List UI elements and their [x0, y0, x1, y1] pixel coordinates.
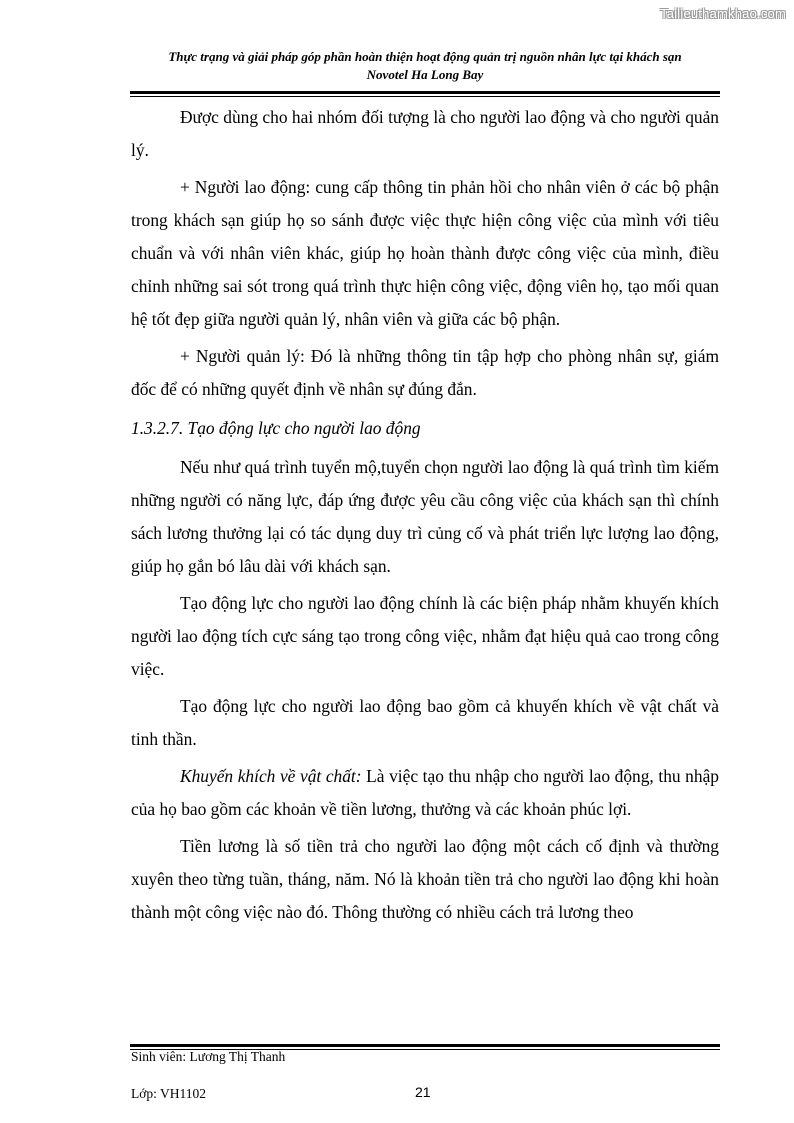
paragraph-5: Tạo động lực cho người lao động chính là các biện pháp nhằm khuyến khích người lao động tích cực sáng tạo trong công việc, nhằm đạt hiệu quả cao trong công việc. [131, 593, 719, 679]
section-heading: 1.3.2.7. Tạo động lực cho người lao động [131, 418, 421, 438]
page-number: 21 [415, 1084, 431, 1100]
paragraph-7-lead: Khuyến khích về vật chất: [180, 766, 362, 786]
paragraph-4: Nếu như quá trình tuyển mộ,tuyển chọn người lao động là quá trình tìm kiếm những người có năng lực, đáp ứng được yêu cầu công việc của khách sạn thì chính sách lương thưởng lại có tác dụng duy trì củng cố và phát triển lực lượng lao động, giúp họ gắn bó lâu dài với khách sạn. [131, 457, 719, 576]
header-rule [130, 91, 720, 97]
header-line-2: Novotel Ha Long Bay [366, 67, 484, 82]
page-content [131, 101, 719, 933]
watermark: Tailieuthamkhao.com [660, 6, 786, 21]
paragraph-8: Tiền lương là số tiền trả cho người lao động một cách cố định và thường xuyên theo từng tuần, tháng, năm. Nó là khoản tiền trả cho người lao động khi hoàn thành một công việc nào đó. Thông thường có nhiều cách trả lương theo [131, 836, 719, 922]
header-line-1: Thực trạng và giải pháp góp phần hoàn thiện hoạt động quản trị nguồn nhân lực tại khách sạn [168, 49, 682, 64]
paragraph-1: Được dùng cho hai nhóm đối tượng là cho người lao động và cho người quản lý. [131, 107, 719, 160]
paragraph-2: + Người lao động: cung cấp thông tin phản hồi cho nhân viên ở các bộ phận trong khách sạn giúp họ so sánh được việc thực hiện công việc của mình với tiêu chuẩn và với nhân viên khác, giúp họ hoàn thành được công việc của mình, điều chỉnh những sai sót trong quá trình thực hiện công việc, động viên họ, tạo mối quan hệ tốt đẹp giữa người quản lý, nhân viên và giữa các bộ phận. [131, 177, 719, 329]
paragraph-3: + Người quản lý: Đó là những thông tin tập hợp cho phòng nhân sự, giám đốc để có những quyết định về nhân sự đúng đắn. [131, 346, 719, 399]
paragraph-7 [131, 760, 719, 826]
paragraph-7-text: Là việc tạo thu nhập cho người lao động, thu nhập của họ bao gồm các khoản về tiền lương, thưởng và các khoản phúc lợi. [131, 766, 719, 819]
paragraph-6: Tạo động lực cho người lao động bao gồm cả khuyến khích về vật chất và tinh thần. [131, 696, 719, 749]
running-header [130, 48, 720, 84]
footer-student: Sinh viên: Lương Thị Thanh [131, 1049, 286, 1064]
footer-class: Lớp: VH1102 [131, 1086, 207, 1101]
